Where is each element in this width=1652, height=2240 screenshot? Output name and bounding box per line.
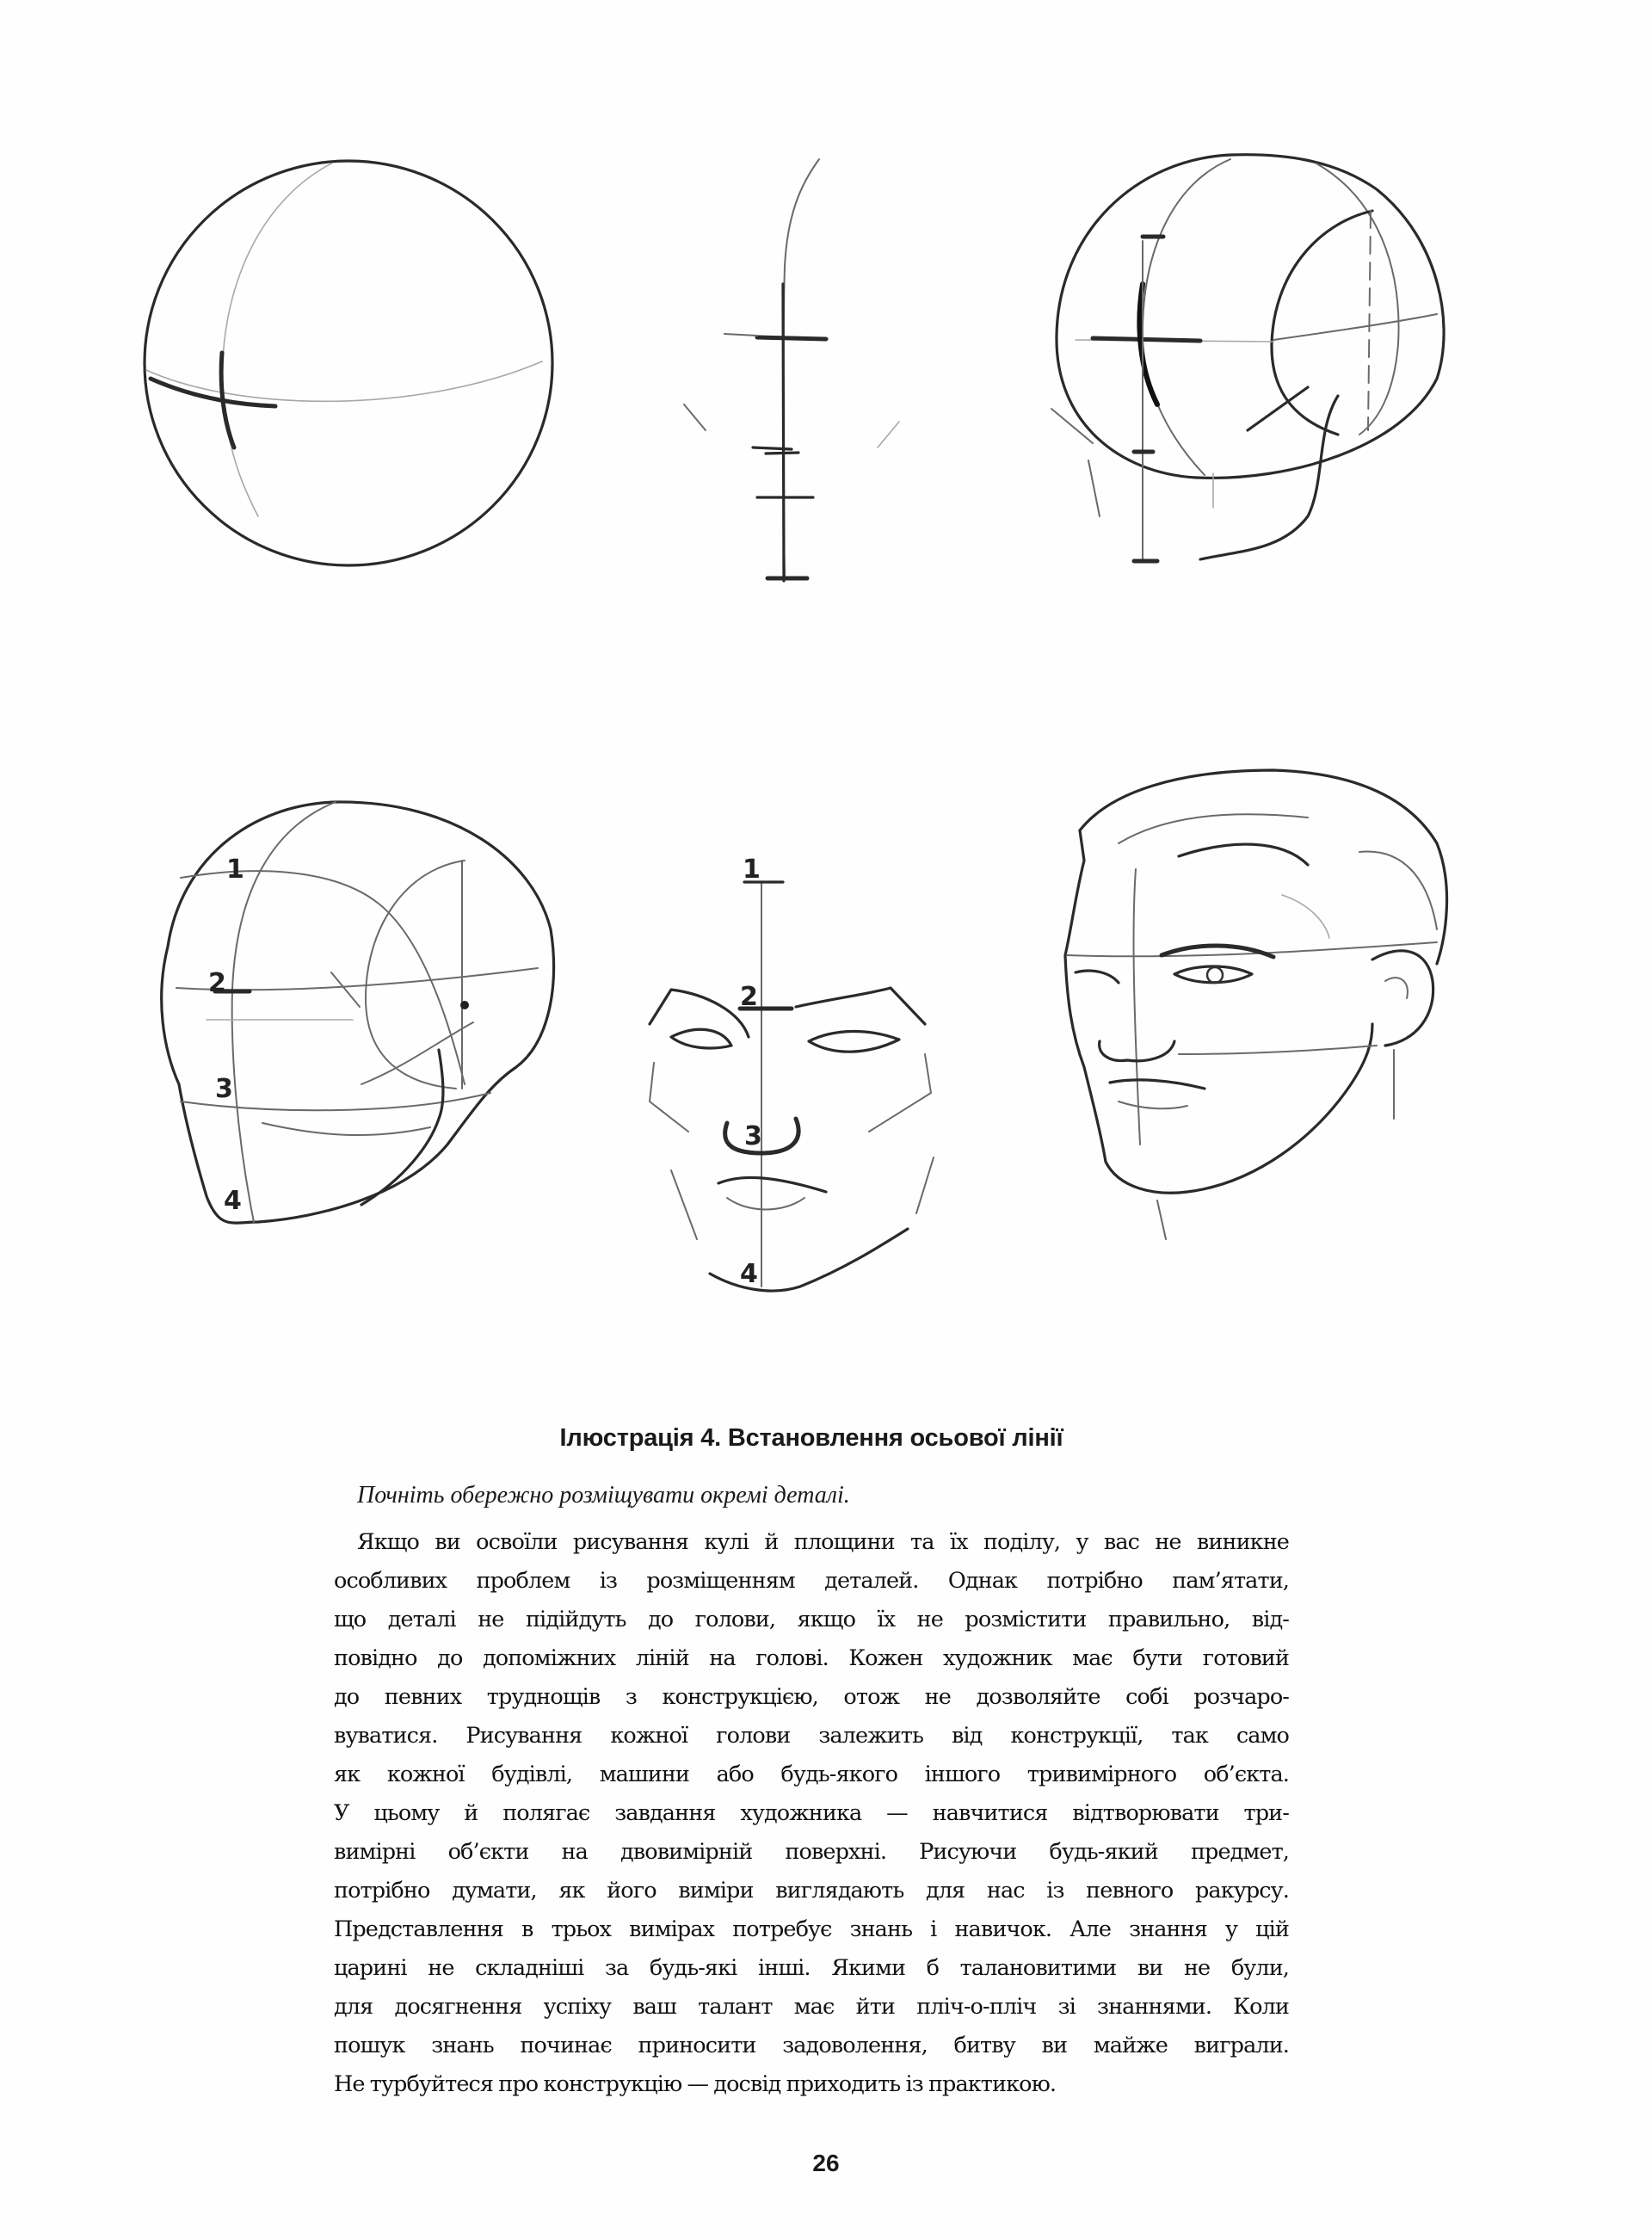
lead-sentence: Почніть обережно розміщувати окремі деталі.	[357, 1482, 850, 1509]
svg-text:2: 2	[740, 982, 758, 1012]
head-construction-drawing-icon	[146, 792, 611, 1325]
body-paragraph	[334, 1523, 1289, 2104]
axis-line-sketch	[671, 146, 981, 697]
body-line: Не турбуйтеся про конструкцію — досвід приходить із практикою.	[334, 2071, 1057, 2097]
tilted-sphere-sketch	[1032, 138, 1497, 706]
body-line: для досягнення успіху ваш талант має йти пліч-о-пліч зі знаннями. Коли	[334, 1994, 1289, 2020]
body-line: пошук знань починає приносити задоволення, битву ви майже виграли.	[334, 2033, 1289, 2058]
svg-text:3: 3	[215, 1074, 233, 1104]
front-face-drawing-icon	[620, 843, 1015, 1308]
svg-text:2: 2	[208, 968, 226, 998]
figure-caption: Ілюстрація 4. Встановлення осьової лінії	[559, 1424, 1063, 1452]
body-line: особливих проблем із розміщенням деталей. Однак потрібно пам’ятати,	[334, 1568, 1289, 1594]
body-line: що деталі не підійдуть до голови, якщо їх не розмістити правильно, від-	[334, 1607, 1289, 1632]
page-number: 26	[812, 2150, 840, 2176]
finished-head-sketch	[1032, 757, 1514, 1360]
svg-text:4: 4	[740, 1259, 758, 1289]
sphere-sketch	[138, 138, 585, 568]
body-line: потрібно думати, як його виміри виглядають для нас із певного ракурсу.	[334, 1878, 1289, 1904]
body-line: вуватися. Рисування кожної голови залежить від конструкції, так само	[334, 1723, 1289, 1749]
svg-text:1: 1	[743, 855, 761, 885]
svg-text:4: 4	[224, 1186, 242, 1216]
svg-text:1: 1	[226, 855, 244, 885]
front-face-sketch	[620, 843, 1015, 1308]
body-line: як кожної будівлі, машини або будь-якого іншого тривимірного об’єкта.	[334, 1762, 1289, 1787]
body-line: Представлення в трьох вимірах потребує знань і навичок. Але знання у цій	[334, 1916, 1289, 1942]
body-line: повідно до допоміжних ліній на голові. Кожен художник має бути готовий	[334, 1645, 1289, 1671]
body-line: Якщо ви освоїли рисування кулі й площини та їх поділу, у вас не виникне	[357, 1529, 1289, 1555]
sphere-drawing-icon	[138, 138, 585, 568]
body-line: вимірні об’єкти на двовимірній поверхні. Рисуючи будь-який предмет,	[334, 1839, 1289, 1865]
head-construction-sketch	[146, 792, 611, 1325]
body-line: до певних труднощів з конструкцією, отож не дозволяйте собі розчаро-	[334, 1684, 1289, 1710]
tilted-sphere-drawing-icon	[1032, 138, 1497, 706]
body-line: царині не складніші за будь-які інші. Якими б талановитими ви не були,	[334, 1955, 1289, 1981]
svg-text:3: 3	[744, 1121, 762, 1151]
finished-head-drawing-icon	[1032, 757, 1514, 1360]
body-line: У цьому й полягає завдання художника — навчитися відтворювати три-	[334, 1800, 1289, 1826]
axis-line-drawing-icon	[671, 146, 981, 697]
